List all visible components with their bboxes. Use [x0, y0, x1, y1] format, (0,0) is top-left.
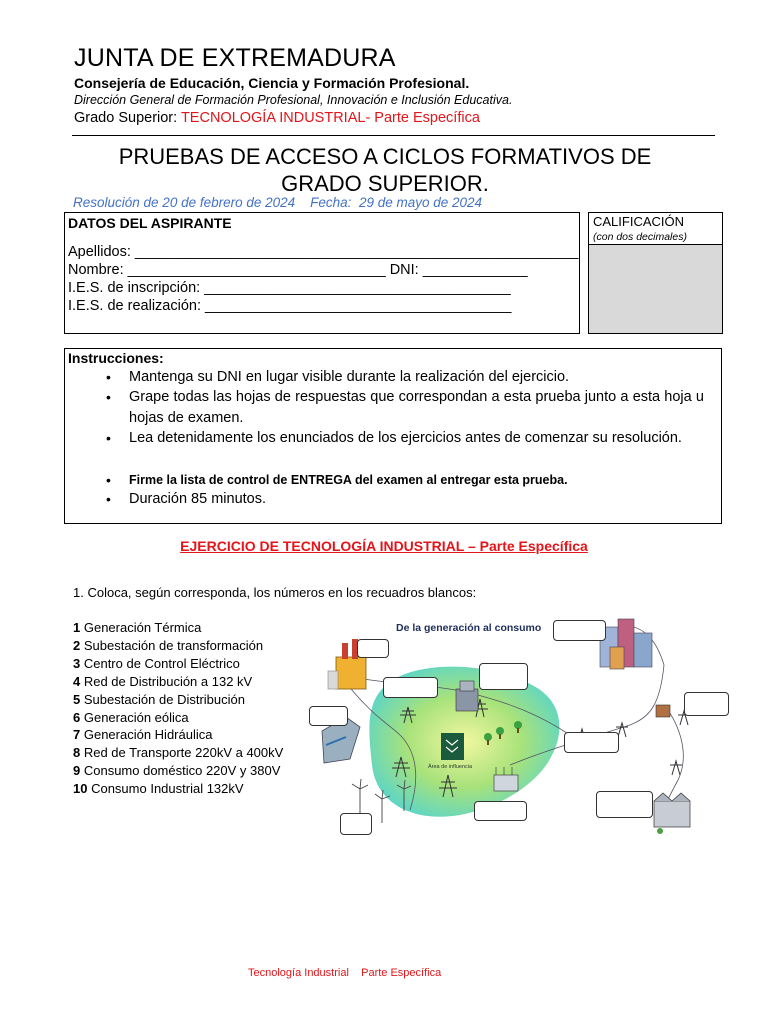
header-consejeria: Consejería de Educación, Ciencia y Formación Profesional. — [74, 75, 470, 91]
legend-list — [73, 619, 283, 798]
answer-box[interactable] — [553, 620, 606, 641]
bullet-icon: • — [106, 491, 111, 507]
question-1: 1. Coloca, según corresponda, los números en los recuadros blancos: — [73, 585, 477, 600]
legend-item: 10 Consumo Industrial 132kV — [73, 781, 244, 797]
calificacion-title: CALIFICACIÓN — [593, 214, 685, 229]
main-title-line2: GRADO SUPERIOR. — [281, 171, 489, 196]
answer-box[interactable] — [474, 801, 527, 821]
answer-box[interactable] — [340, 813, 372, 835]
nombre-dni-field[interactable]: Nombre: ________________________________ DNI: _____________ — [68, 262, 528, 278]
answer-box[interactable] — [479, 663, 528, 690]
page-footer: Tecnología Industrial Parte Específica — [248, 967, 442, 979]
legend-item: 1 Generación Térmica — [73, 620, 202, 635]
answer-box[interactable] — [564, 732, 619, 753]
bullet-icon: • — [106, 369, 111, 385]
domestic-consumption-icon — [600, 619, 652, 669]
answer-box[interactable] — [596, 791, 653, 818]
legend-item: 8 Red de Transporte 220kV a 400kV — [73, 745, 284, 761]
grado-value: TECNOLOGÍA INDUSTRIAL- Parte Específica — [180, 110, 480, 126]
legend-item: 6 Generación eólica — [73, 709, 189, 725]
bullet-icon: • — [106, 430, 111, 446]
header-grado — [74, 110, 480, 126]
diagram-title: De la generación al consumo — [396, 622, 542, 634]
calificacion-subtitle: (con dos decimales) — [593, 231, 687, 243]
answer-box[interactable] — [309, 706, 348, 726]
instruccion-item: Duración 85 minutos. — [129, 491, 267, 507]
legend-item: 9 Consumo doméstico 220V y 380V — [73, 763, 281, 779]
legend-item: 5 Subestación de Distribución — [73, 691, 245, 707]
ies-realizacion-field[interactable]: I.E.S. de realización: ______________________________________ — [68, 298, 512, 314]
datos-title: DATOS DEL ASPIRANTE — [68, 215, 232, 231]
instruccion-item: Firme la lista de control de ENTREGA del examen al entregar esta prueba. — [129, 473, 568, 487]
bullet-icon: • — [106, 389, 111, 405]
legend-item: 7 Generación Hidráulica — [73, 727, 213, 743]
bullet-icon: • — [106, 472, 111, 488]
calificacion-grade-area — [589, 245, 722, 333]
legend-item: 3 Centro de Control Eléctrico — [73, 655, 240, 671]
header-title: JUNTA DE EXTREMADURA — [74, 44, 396, 72]
instruccion-item: Lea detenidamente los enunciados de los ejercicios antes de comenzar su resolución. — [129, 430, 682, 446]
instruccion-item: Grape todas las hojas de respuestas que correspondan a esta prueba junto a esta hoja u hojas de examen. — [129, 389, 704, 426]
control-center-sign — [441, 733, 464, 760]
header-divider — [72, 135, 715, 136]
main-title — [60, 143, 710, 197]
industrial-consumption-icon — [654, 793, 690, 834]
ies-inscripcion-field[interactable]: I.E.S. de inscripción: ______________________________________ — [68, 280, 511, 296]
legend-item: 4 Red de Distribución a 132 kV — [73, 673, 253, 689]
resolucion-fecha: Resolución de 20 de febrero de 2024 Fecha: 29 de mayo de 2024 — [73, 195, 483, 210]
grado-label: Grado Superior: — [74, 110, 181, 126]
header-direccion: Dirección General de Formación Profesional, Innovación e Inclusión Educativa. — [74, 93, 513, 107]
pole-substation-icon — [656, 705, 670, 717]
instrucciones-title: Instrucciones: — [68, 350, 164, 366]
answer-box[interactable] — [357, 639, 389, 658]
main-title-line1: PRUEBAS DE ACCESO A CICLOS FORMATIVOS DE — [118, 144, 652, 169]
answer-box[interactable] — [383, 677, 438, 698]
instruccion-item: Mantenga su DNI en lugar visible durante la realización del ejercicio. — [129, 369, 570, 385]
apellidos-field[interactable]: Apellidos: _______________________________________________________ — [68, 244, 579, 260]
ejercicio-title: EJERCICIO DE TECNOLOGÍA INDUSTRIAL – Parte Específica — [180, 538, 588, 554]
diagram-center-label: Área de influencia — [428, 764, 473, 770]
legend-item: 2 Subestación de transformación — [73, 637, 264, 653]
answer-box[interactable] — [684, 692, 729, 716]
